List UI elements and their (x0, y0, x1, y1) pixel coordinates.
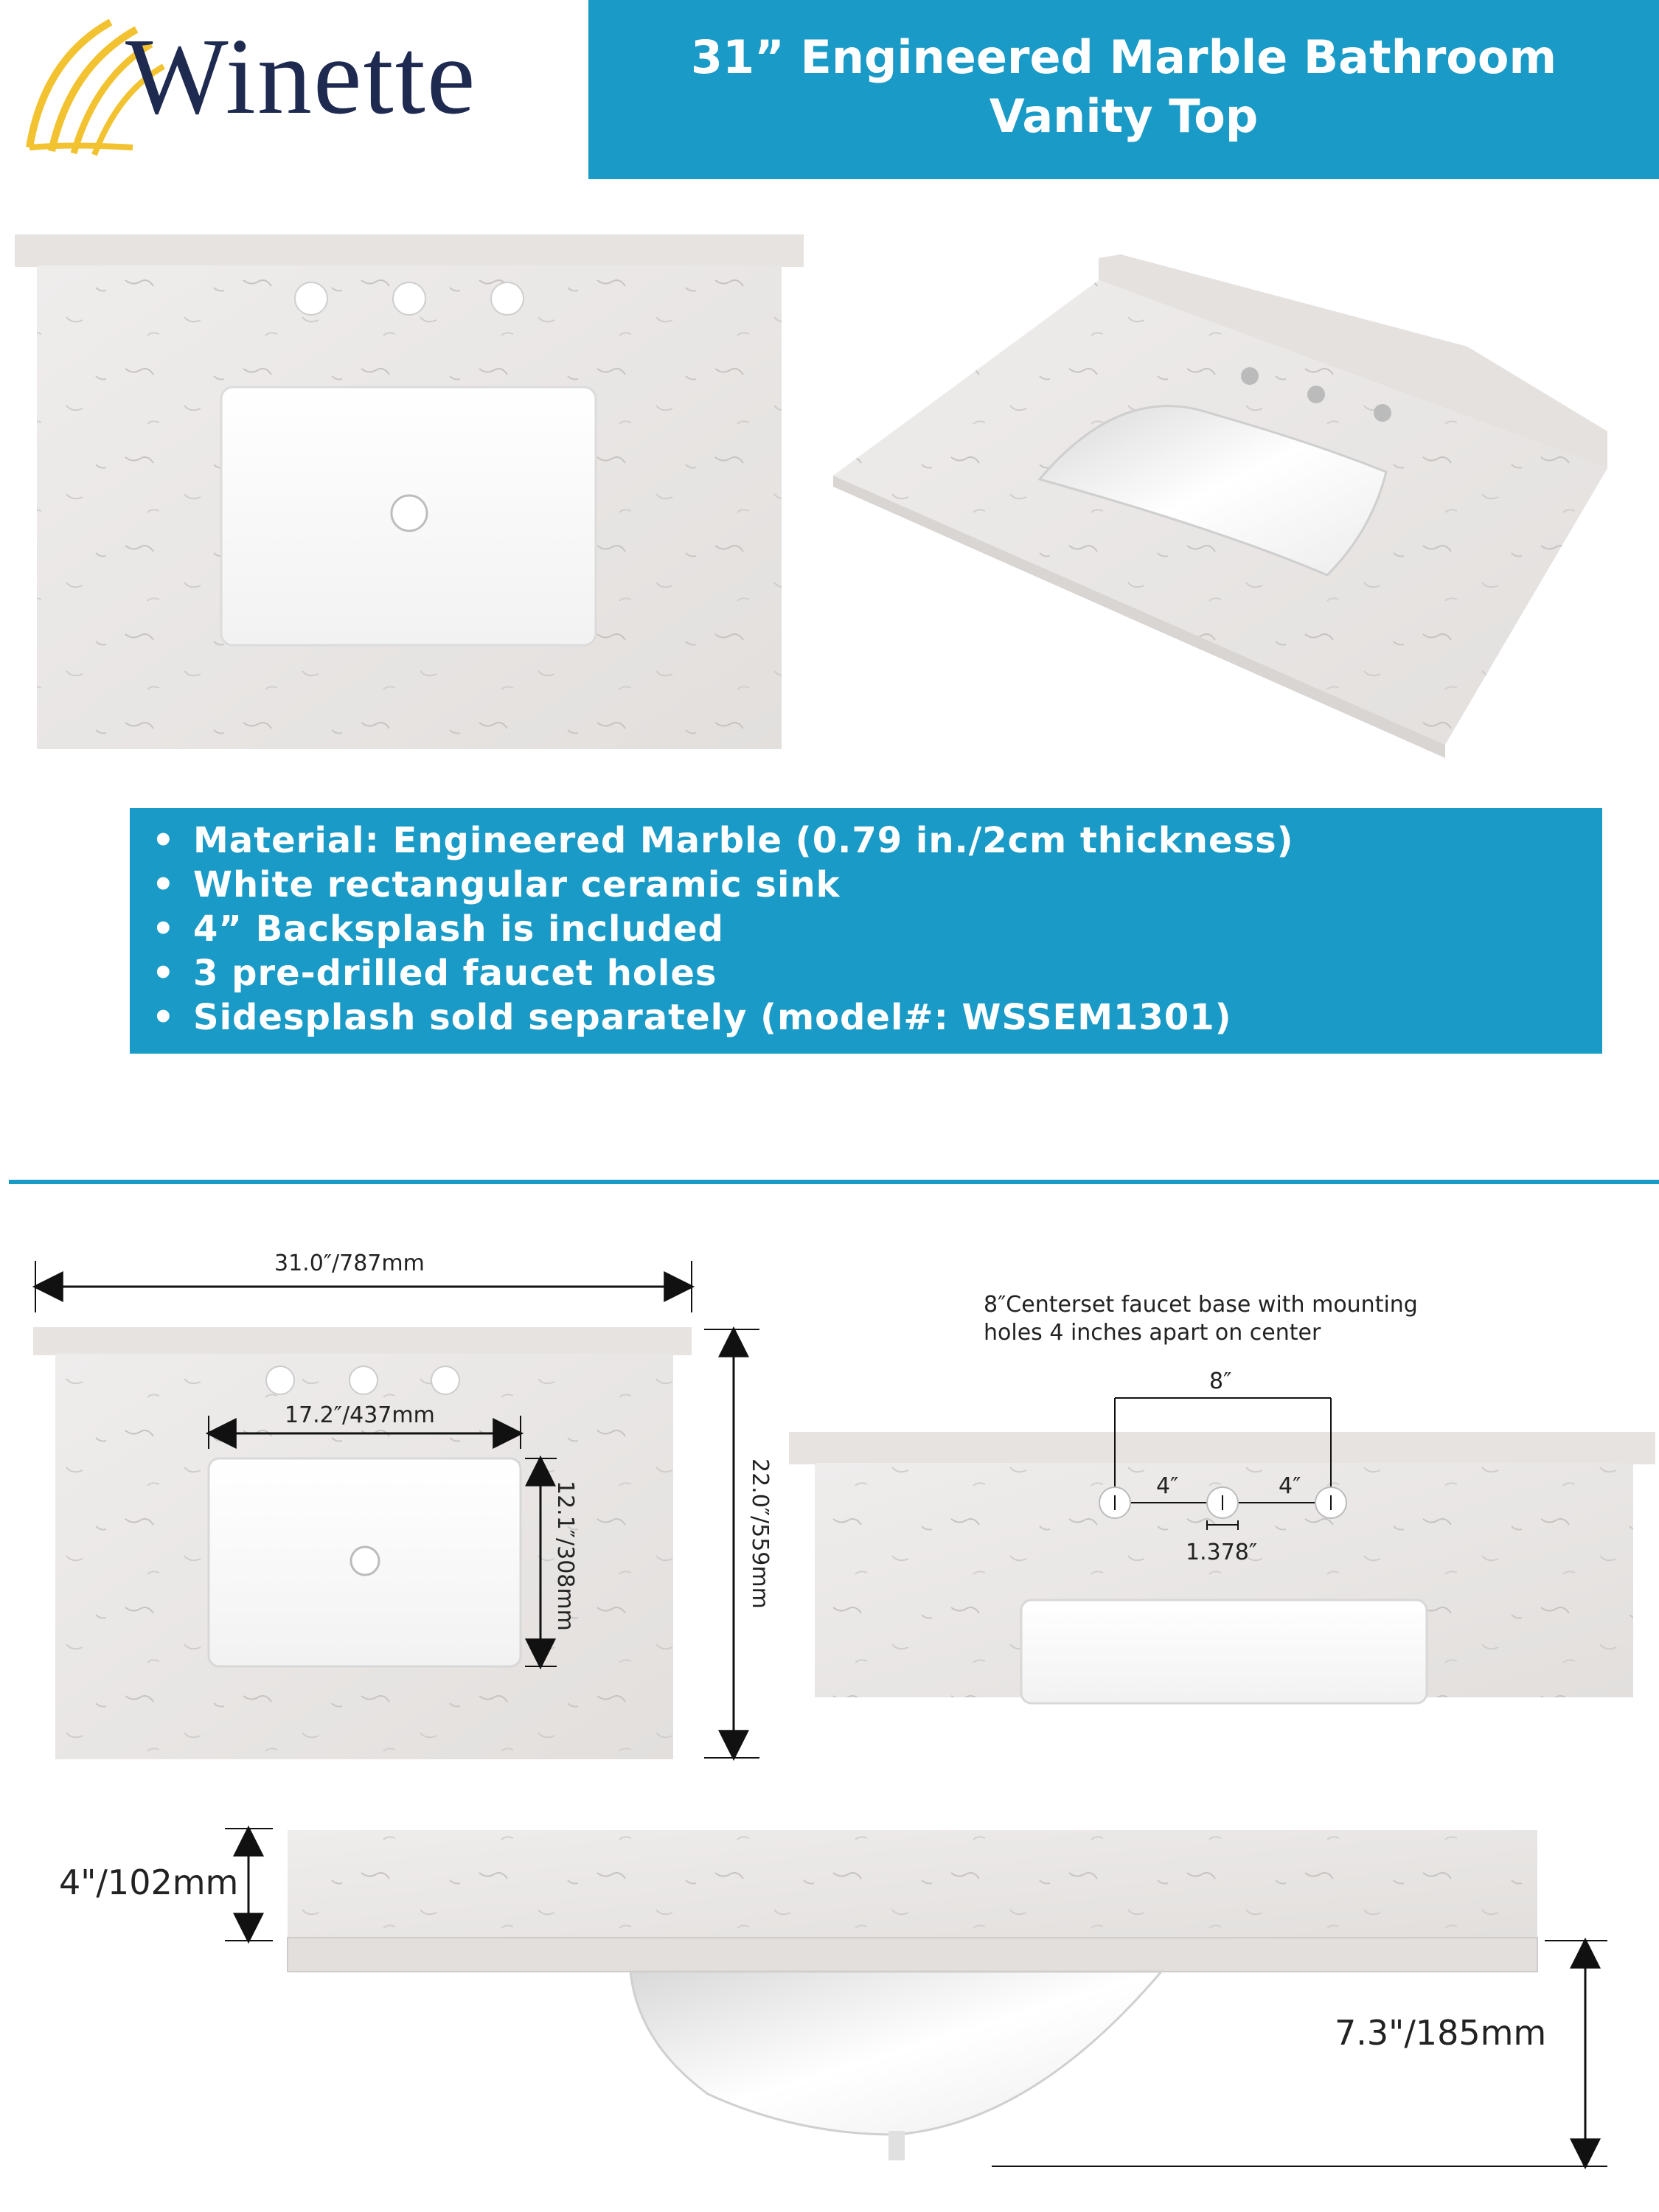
title-line-1: 31” Engineered Marble Bathroom (690, 30, 1557, 84)
overall-width-label: 31.0″/787mm (274, 1251, 425, 1276)
dimension-top-view (33, 1261, 759, 1759)
title-line-2: Vanity Top (989, 89, 1259, 143)
front-elevation (225, 1829, 1607, 2166)
bullet-icon: • (152, 997, 175, 1038)
sink-width-label: 17.2″/437mm (285, 1402, 435, 1428)
perspective-photo (833, 254, 1607, 758)
brand-logo: Winette (125, 16, 477, 137)
hole-diameter-label: 1.378″ (1186, 1540, 1258, 1565)
feature-item: • 3 pre-drilled faucet holes (152, 953, 717, 994)
feature-item: • White rectangular ceramic sink (152, 864, 841, 905)
bullet-icon: • (152, 953, 175, 994)
bullet-icon: • (152, 908, 175, 950)
overall-depth-label: 22.0″/559mm (747, 1458, 773, 1609)
sink-depth-label: 12.1″/308mm (552, 1481, 578, 1631)
page-title (588, 28, 1659, 146)
top-view-photo (15, 234, 804, 749)
feature-item: • Material: Engineered Marble (0.79 in./2cm thickness) (152, 820, 1294, 861)
feature-list (130, 808, 1602, 1040)
hole-spacing-left-label: 4″ (1156, 1473, 1179, 1499)
backsplash-height-label: 4"/102mm (59, 1863, 239, 1902)
section-divider (9, 1180, 1659, 1184)
bullet-icon: • (152, 820, 175, 861)
feature-item: • Sidesplash sold separately (model#: WSSEM1301) (152, 997, 1232, 1038)
hole-spacing-right-label: 4″ (1279, 1473, 1301, 1499)
feature-item: • 4” Backsplash is included (152, 908, 724, 950)
bullet-icon: • (152, 864, 175, 905)
sink-bowl-height-label: 7.3"/185mm (1335, 2013, 1547, 2053)
faucet-note-line-2: holes 4 inches apart on center (984, 1320, 1321, 1346)
feature-list-panel (130, 808, 1602, 1054)
faucet-note-line-1: 8″Centerset faucet base with mounting (984, 1292, 1418, 1318)
faucet-span-label: 8″ (1209, 1368, 1232, 1394)
